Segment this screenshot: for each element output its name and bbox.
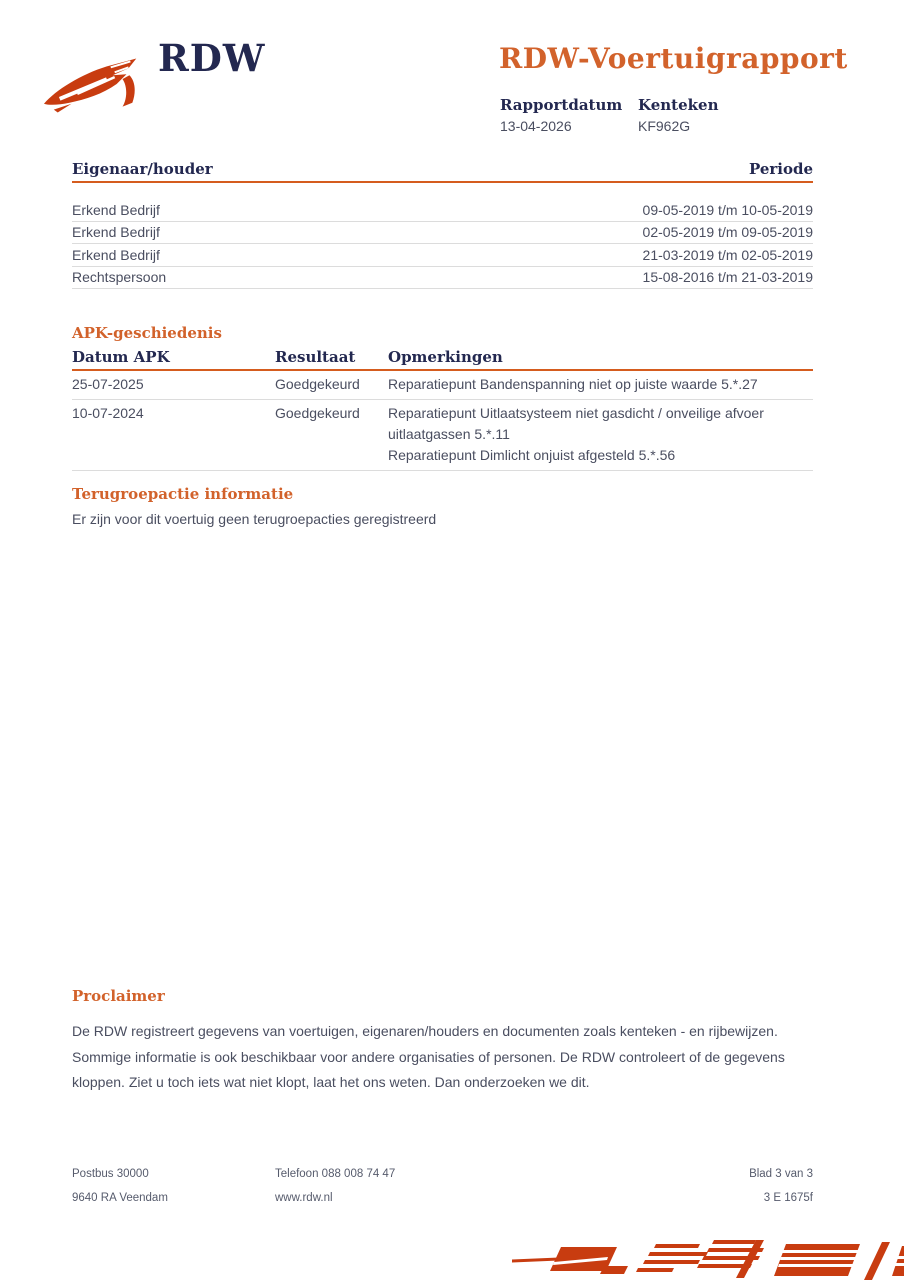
recall-text: Er zijn voor dit voertuig geen terugroepacties geregistreerd [72,511,437,527]
footer-phone: Telefoon 088 008 74 47 [275,1168,396,1180]
report-date-label: Rapportdatum [500,96,623,114]
owner-name: Erkend Bedrijf [72,201,160,218]
owner-table-row [72,267,813,290]
section-rule [72,181,813,183]
owner-name: Erkend Bedrijf [72,246,160,263]
apk-date: 10-07-2024 [72,405,144,421]
proclaimer-section [72,987,813,1096]
owner-table [72,199,813,289]
license-plate-label: Kenteken [638,96,719,114]
apk-date-column-header: Datum APK [72,348,170,366]
license-plate-value: KF962G [638,118,691,134]
apk-result-column-header: Resultaat [275,348,356,366]
apk-remark: Reparatiepunt Dimlicht onjuist afgesteld 5.*.56 [388,447,676,463]
owner-table-row [72,222,813,245]
apk-date: 25-07-2025 [72,376,144,392]
owner-section [72,160,813,289]
page-title: RDW-Voertuigrapport [499,42,848,75]
recall-section [72,485,813,527]
footer-website: www.rdw.nl [275,1192,333,1204]
owner-table-row [72,244,813,267]
rdw-stripes-motif-icon [504,1238,904,1280]
footer-page-indicator: Blad 3 van 3 [749,1168,813,1180]
apk-table-row [72,400,813,471]
page-footer [72,1168,813,1216]
apk-result: Goedgekeurd [275,376,360,392]
report-date-value: 13-04-2026 [500,118,572,134]
footer-postbus: Postbus 30000 [72,1168,149,1180]
recall-section-title: Terugroepactie informatie [72,485,294,503]
owner-period: 02-05-2019 t/m 09-05-2019 [642,224,813,241]
apk-table-row [72,371,813,400]
rdw-wing-logo-icon [42,54,152,120]
owner-name: Rechtspersoon [72,269,167,286]
apk-section-title: APK-geschiedenis [72,324,222,342]
rdw-logo-text: RDW [158,36,266,80]
apk-remark: Reparatiepunt Bandenspanning niet op juiste waarde 5.*.27 [388,376,758,392]
owner-section-title: Eigenaar/houder [72,160,213,178]
apk-remarks-column-header: Opmerkingen [388,348,503,366]
owner-name: Erkend Bedrijf [72,224,160,241]
owner-period: 15-08-2016 t/m 21-03-2019 [642,269,813,286]
apk-history-section [72,324,813,471]
footer-city: 9640 RA Veendam [72,1192,168,1204]
owner-period: 21-03-2019 t/m 02-05-2019 [642,246,813,263]
proclaimer-text: De RDW registreert gegevens van voertuigen, eigenaren/houders en documenten zoals kenteken - en rijbewijzen. Sommige informatie is ook beschikbaar voor andere organisaties of personen. De RDW controleert of de gegevens kloppen. Ziet u toch iets wat niet klopt, laat het ons weten. Dan onderzoeken we dit. [72,1023,785,1090]
apk-result: Goedgekeurd [275,405,360,421]
footer-doc-code: 3 E 1675f [763,1192,813,1204]
apk-table-header [72,348,813,366]
apk-remark: Reparatiepunt Uitlaatsysteem niet gasdicht / onveilige afvoer uitlaatgassen 5.*.11 [388,405,764,442]
owner-period: 09-05-2019 t/m 10-05-2019 [642,201,813,218]
proclaimer-title: Proclaimer [72,987,165,1005]
owner-table-row [72,199,813,222]
period-column-header: Periode [748,160,813,178]
